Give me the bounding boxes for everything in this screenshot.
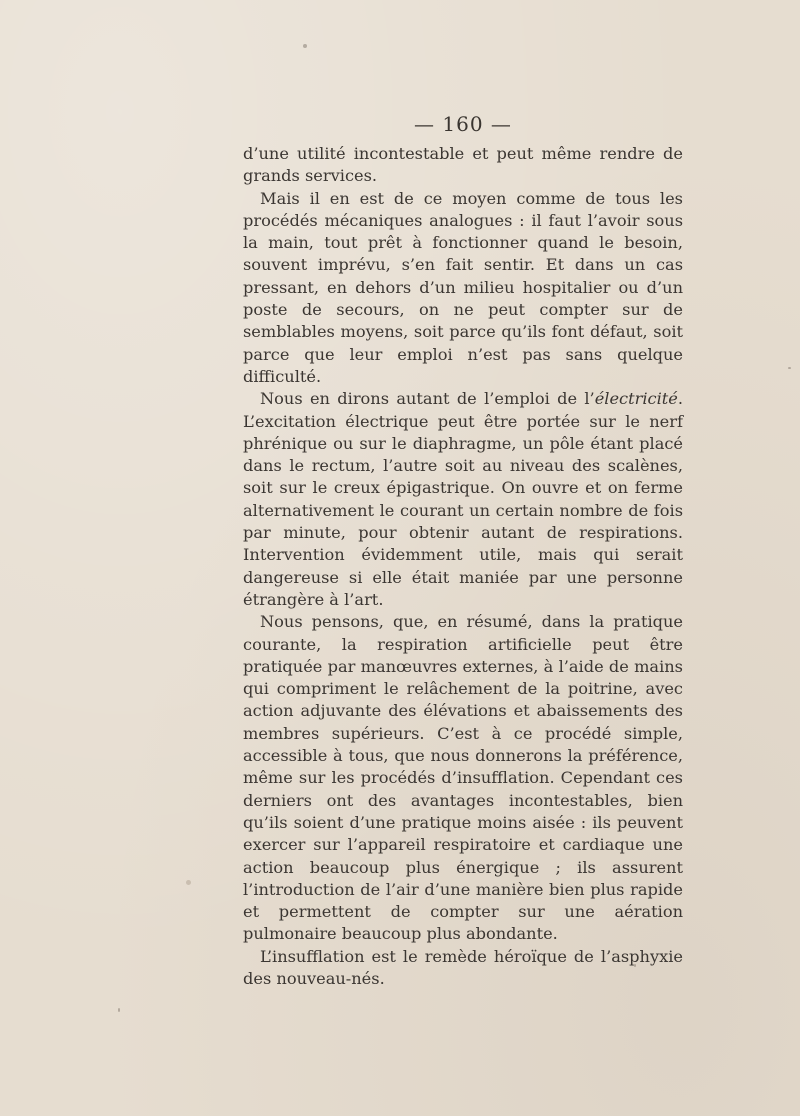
page-number: — 160 —: [414, 112, 512, 136]
paragraph-continuation: d’une utilité incontestable et peut même rendre de grands services.: [243, 144, 683, 186]
paper-speck: [186, 880, 191, 885]
paper-speck: [118, 1008, 120, 1012]
paragraph-electricity-rest: . L’excitation électrique peut être portée sur le nerf phrénique ou sur le diaphragme, un pôle étant placé dans le rectum, l’autre soit au niveau des scalènes, soit sur le creux épigastrique. On ouvre et on ferme alternativement le courant un certain nombre de fois par minute, pour obtenir autant de respirations. Intervention évidemment utile, mais qui serait dangereuse si elle était maniée par une personne étrangère à l’art.: [243, 389, 683, 609]
paragraph-summary: Nous pensons, que, en résumé, dans la pratique courante, la respiration artificielle peut être pratiquée par manœuvres externes, à l’aide de mains qui compriment le relâchement de la poitrine, avec action adjuvante des élévations et abaissements des membres supérieurs. C’est à ce procédé simple, accessible à tous, que nous donnerons la préférence, même sur les procédés d’insufflation. Cependant ces derniers ont des avantages incontestables, bien qu’ils soient d’une pratique moins aisée : ils peuvent exercer sur l’appareil respiratoire et cardiaque une action beaucoup plus énergique ; ils assurent l’introduction de l’air d’une manière bien plus rapide et permettent de compter sur une aération pulmonaire beaucoup plus abondante.: [243, 612, 683, 944]
emphasis-electricite: électricité: [594, 389, 678, 409]
body-text: [243, 143, 683, 990]
paragraph-insufflation: L’insufflation est le remède héroïque de l’asphyxie des nouveau-nés.: [243, 946, 683, 988]
paper-speck: [788, 367, 791, 369]
paper-speck: [634, 964, 636, 967]
paper-speck: [303, 44, 307, 48]
paragraph-electricity-start: Nous en dirons autant de l’emploi de l’: [260, 389, 595, 409]
paragraph-mechanical-means: Mais il en est de ce moyen comme de tous les procédés mécaniques analogues : il faut l’avoir sous la main, tout prêt à fonctionner quand le besoin, souvent imprévu, s’en fait sentir. Et dans un cas pressant, en dehors d’un milieu hospitalier ou d’un poste de secours, on ne peut compter sur de semblables moyens, soit parce qu’ils font défaut, soit parce que leur emploi n’est pas sans quelque difficulté.: [243, 188, 683, 386]
paragraph-electricity: [243, 388, 683, 611]
